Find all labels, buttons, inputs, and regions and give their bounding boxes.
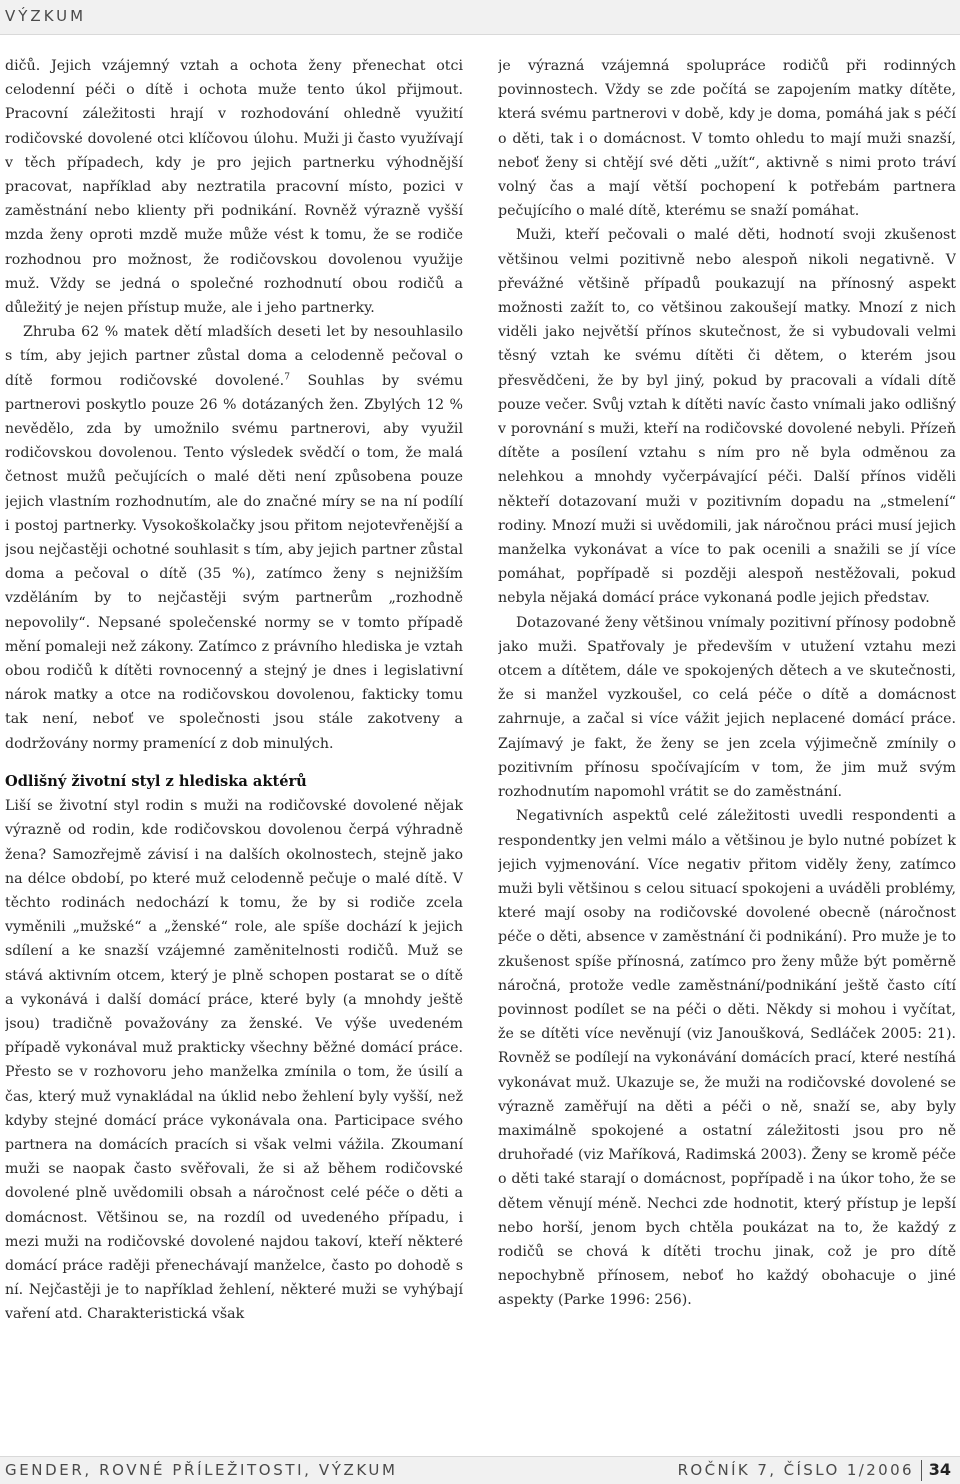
page-number: 34 bbox=[928, 1460, 951, 1479]
paragraph bbox=[5, 320, 463, 756]
paragraph-text: Souhlas by svému partnerovi poskytlo pouze 26 % dotázaných žen. Zbylých 12 % nevědělo, zda by umožnilo svému partnerovi, aby využil rodičovskou dovolenou. Tento výsledek svědčí o tom, že malá četnost mužů pečujících o malé děti není způsobena pouze jejich vlastním rozhodnutím, ale do značné míry se na ní podílí i postoj partnerky. Vysokoškolačky jsou přitom nejotevřenější a jsou nejčastěji ochotné souhlasit s tím, aby jejich partner zůstal doma a pečoval o dítě (35 %), zatímco ženy s nejnižším vzděláním by to nejčastěji svým partnerům „rozhodně nepovolily“. Nepsané společenské normy se v tomto případě mění pomaleji než zákony. Zatímco z právního hlediska je vztah obou rodičů k dítěti rovnocenný a stejný je dnes i legislativní nárok matky a otce na rodičovskou dovolenou, fakticky tomu tak není, neboť ve společnosti jsou stále zakotveny a dodržovány normy pramenící z dob minulých. bbox=[5, 372, 463, 752]
running-header bbox=[0, 0, 960, 35]
footer-divider bbox=[921, 1460, 922, 1481]
footnote-marker: 7 bbox=[284, 371, 290, 382]
paragraph: Dotazované ženy většinou vnímaly pozitivní přínosy podobně jako muži. Spatřovaly je především v utužení vztahu mezi otcem a dítětem, dále ve spokojených dětech a ve skutečnosti, že si manžel vyzkoušel, co celá péče o dítě a domácnost zahrnuje, a začal si více vážit jejich neplacené domácí práce. Zajímavý je fakt, že ženy se jen zcela výjimečně zmínily o pozitivním přínosu spočívajícím v tom, že jim muž svým rozhodnutím napomohl vrátit se do zaměstnání. bbox=[498, 614, 956, 801]
running-footer bbox=[0, 1456, 960, 1484]
journal-name: GENDER, ROVNÉ PŘÍLEŽITOSTI, VÝZKUM bbox=[5, 1461, 398, 1479]
paragraph-text: Zhruba 62 % matek dětí mladších deseti let by nesouhlasilo s tím, aby jejich partner zůstal doma a celodenně pečoval o dítě formou rodičovské dovolené. bbox=[5, 324, 463, 389]
paragraph: je výrazná vzájemná spolupráce rodičů při rodinných povinnostech. Vždy se zde počítá se zapojením matky dítěte, která svému partnerovi v době, kdy je doma, pomáhá jak s péčí o děti, tak i o domácnost. V tomto ohledu to mají muži snazší, neboť ženy si chtějí své děti „užít“, aktivně s nimi proto tráví volný čas a mají větší pochopení k potřebám partnera pečujícího o malé dítě, kterému se snaží pomáhat. bbox=[498, 58, 956, 220]
paragraph: Negativních aspektů celé záležitosti uvedli respondenti a respondentky jen velmi málo a většinou je bylo nutné pobízet k jejich vyjmenování. Více negativ přitom viděly ženy, zatímco muži byli většinou s celou situací spokojeni a uváděli problémy, které mají osoby na rodičovské dovolené obecně (náročnost péče o děti, absence v zaměstnání či podnikání). Pro muže je to zkušenost spíše přínosná, zatímco pro ženy může být poměrně náročná, protože vedle zaměstnání/podnikání ještě často cítí povinnost podílet se na péči o děti. Někdy si mohou i vyčítat, že se dítěti více nevěnují (viz Janoušková, Sedláček 2005: 21). Rovněž se podílejí na vykonávání domácích prací, které nestíhá vykonávat muž. Ukazuje se, že muži na rodičovské dovolené se výrazně zaměřují na děti a péči o ně, snaží se, aby byly maximálně spokojené a ostatní záležitosti jsou pro ně druhořadé (viz Maříková, Radimská 2003). Ženy se kromě péče o děti také starají o domácnost, popřípadě i na úkor toho, že se dětem věnují méně. Nechci zde hodnotit, který přístup je lepší nebo horší, jenom bych chtěla poukázat na to, že každý z rodičů se chová k dítěti trochu jinak, což je pro dítě nepochybně přínosem, neboť ho každý obohacuje o jiné aspekty (Parke 1996: 256). bbox=[498, 808, 956, 1309]
paragraph: Muži, kteří pečovali o malé děti, hodnotí svoji zkušenost většinou velmi pozitivně nebo alespoň nikoli negativně. V převážné většině případů poukazují na přínosný aspekt možnosti zažít to, co většinou zakoušejí matky. Mnozí z nich viděli jako největší přínos skutečnost, že si vybudovali velmi těsný vztah ke svému dítěti či dětem, o kterém jsou přesvědčeni, že by byl jiný, pokud by pracovali a vídali dítě pouze večer. Svůj vztah k dítěti navíc často vnímali jako odlišný v porovnání s muži, kteří na rodičovské dovolené nebyli. Přízeň dítěte a posílení vztahu s ním pro ně byla odměnou za nelehkou a mnohdy vyčerpávající péči. Další přínos viděli někteří dotazovaní muži v pozitivním dopadu na „stmelení“ rodiny. Mnozí muži si uvědomili, jak náročnou práci musí jejich manželka vykonávat a více to pak ocenili a snažili se jí více pomáhat, popřípadě si později alespoň nestěžovali, pokud nebyla nějaká domácí práce vykonaná podle jejich představ. bbox=[498, 227, 956, 607]
section-title: VÝZKUM bbox=[5, 7, 87, 25]
left-column bbox=[5, 54, 463, 1424]
paragraph: Liší se životní styl rodin s muži na rodičovské dovolené nějak výrazně od rodin, kde rodičovskou dovolenou čerpá výhradně žena? Samozřejmě závisí i na dalších okolnostech, stejně jako na délce období, po které muž celodenně pečuje o malé dítě. V těchto rodinách nedochází k tomu, že by si rodiče zcela vyměnili „mužské“ a „ženské“ role, ale spíše dochází k jejich sdílení a ke snazší vzájemné zaměnitelnosti rodičů. Muž se stává aktivním otcem, který je plně schopen postarat se o dítě a vykonává i další domácí práce, které byly (a mnohdy ještě jsou) tradičně považovány za ženské. Ve výše uvedeném případě vykonával muž prakticky všechny běžné domácí práce. Přesto se v rozhovoru jeho manželka zmínila o tom, že úsilí a čas, který muž vynakládal na úklid nebo žehlení byly vyšší, než kdyby stejné domácí práce vykonávala ona. Participace svého partnera na domácích pracích si však velmi vážila. Zkoumaní muži se naopak často svěřovali, že si až během rodičovské dovolené plně uvědomili obsah a náročnost celé péče o děti a domácnost. Většinou se, na rozdíl od uvedeného případu, i mezi muži na rodičovské dovolené najdou takoví, kteří některé domácí práce raději přenechávají manželce, často po dohodě s ní. Nejčastěji je to například žehlení, některé muži se vyhýbají vaření atd. Charakteristická však bbox=[5, 798, 463, 1323]
paragraph: dičů. Jejich vzájemný vztah a ochota ženy přenechat otci celodenní péči o dítě i ochota muže tento úkol přijmout. Pracovní záležitosti hrají v rozhodování ohledně využití rodičovské dovolené otci klíčovou úlohu. Muži ji často využívají v těch případech, kdy je pro jejich partnerku výhodnější pracovat, například aby neztratila pracovní místo, pozici v zaměstnání nebo klienty při podnikání. Rovněž výrazně vyšší mzda ženy oproti mzdě muže může vést k tomu, že se rodiče rozhodnou pro možnost, že rodičovskou dovolenou využije muž. Vždy se jedná o společné rozhodnutí obou rodičů a důležitý je nejen přístup muže, ale i jeho partnerky. bbox=[5, 58, 463, 317]
issue-info: ROČNÍK 7, ČÍSLO 1/2006 bbox=[677, 1461, 914, 1479]
section-heading: Odlišný životní styl z hlediska aktérů bbox=[5, 772, 307, 790]
right-column bbox=[498, 54, 956, 1424]
